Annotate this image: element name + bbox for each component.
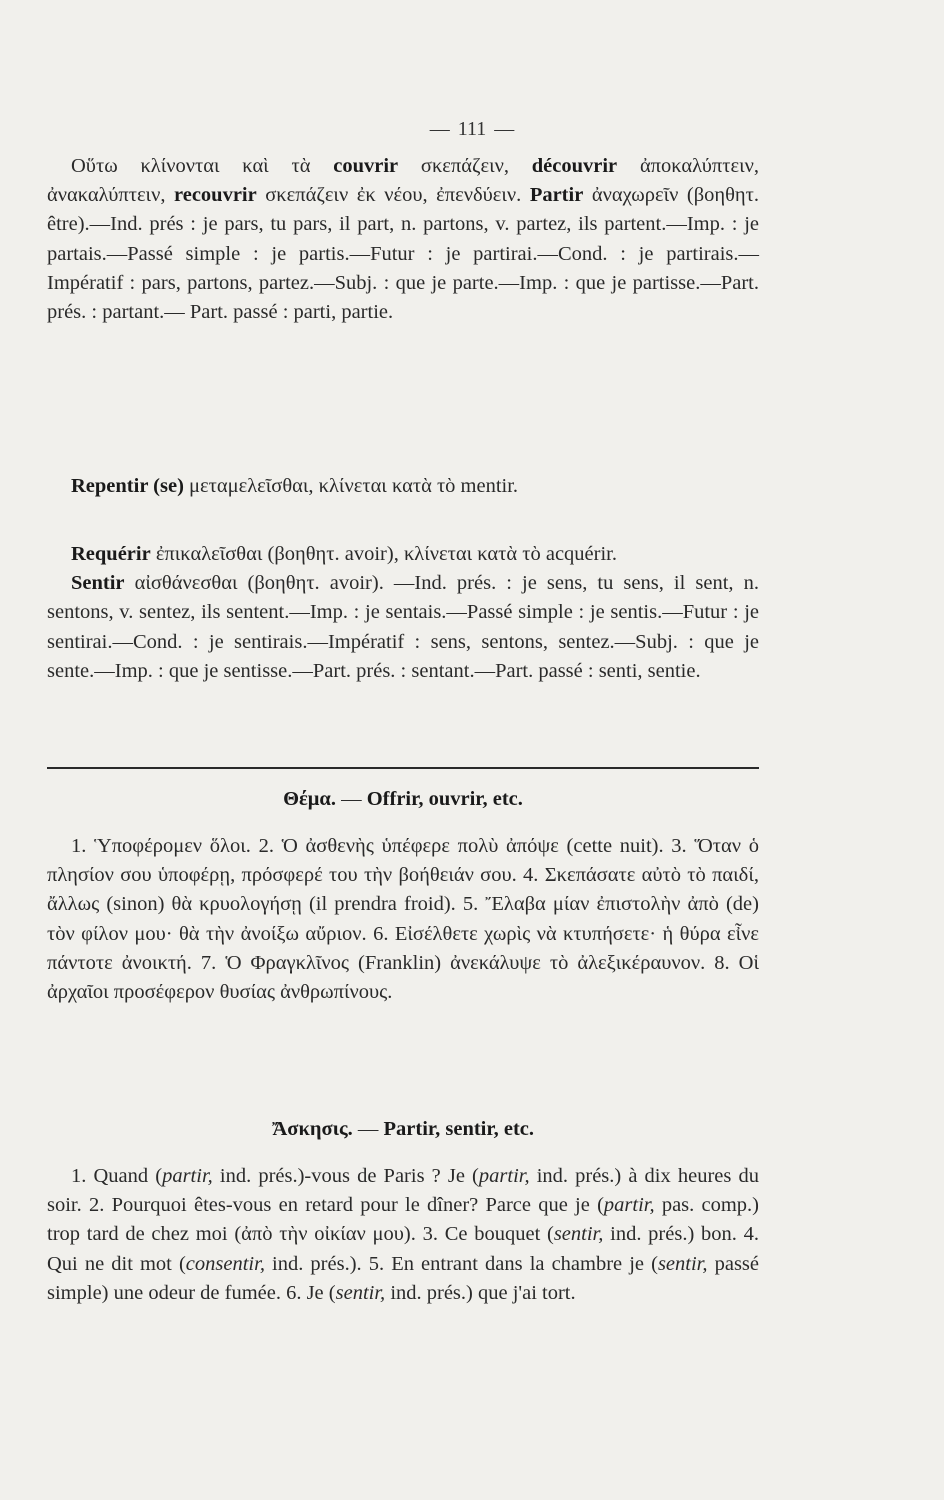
text-run: ind. prés.). 5. En entrant dans la chambre je ( <box>264 1252 658 1275</box>
verb-italic: partir, <box>162 1165 213 1187</box>
heading-label: Ἄσκησις. <box>272 1118 353 1140</box>
paragraph-askisis <box>47 1162 759 1308</box>
heading-title: Offrir, ouvrir, etc. <box>366 788 523 810</box>
text-run: ind. prés.) que j'ai tort. <box>385 1281 576 1304</box>
verb-italic: consentir, <box>185 1252 265 1275</box>
heading-label: Θέμα. <box>283 788 336 810</box>
paragraph-partir <box>47 152 759 327</box>
paragraph-thema: 1. Ὑποφέρομεν ὅλοι. 2. Ὁ ἀσθενὴς ὑπέφερε πολὺ ἀπόψε (cette nuit). 3. Ὅταν ὁ πλησίον σου ὑποφέρῃ, πρόσφερέ του τὴν βοήθειάν σου. 4. Σκεπάσατε αὐτὸ τὸ παιδί, ἄλλως (sinon) θὰ κρυολογήσῃ (il prendra froid). 5. Ἔλαβα μίαν ἐπιστολὴν ἀπὸ (de) τὸν φίλον μου· θὰ τὴν ἀνοίξω αὔριον. 6. Εἰσέλθετε χωρὶς νὰ κτυπήσετε· ἡ θύρα εἶνε πάντοτε ἀνοικτή. 7. Ὁ Φραγκλῖνος (Franklin) ἀνεκάλυψε τὸ ἀλεξικέραυνον. 8. Οἱ ἀρχαῖοι προσέφερον θυσίας ἀνθρωπίνους. <box>47 835 759 1004</box>
text-run: ind. prés.) à dix heures du soir. 2. Pourquoi êtes-vous en retard pour le dîner? Parce que je ( <box>47 1165 759 1217</box>
heading-dash: — <box>352 1118 384 1140</box>
text-run: 1. Quand ( <box>71 1165 163 1187</box>
text-run: pas. comp.) trop tard de chez moi (ἀπὸ τὴν οἰκίαν μου). 3. Ce bouquet ( <box>47 1194 759 1246</box>
heading-thema <box>47 788 759 811</box>
paragraph-sentir <box>47 569 759 686</box>
heading-dash: — <box>335 788 367 810</box>
text-run: αἰσθάνεσθαι (βοηθητ. avoir). —Ind. prés. : je sens, tu sens, il sent, n. sentons, v. sentez, ils sentent.—Imp. : je sentais.—Passé simple : je sentis.—Futur : je sentirai.—Cond. : je sentirais.—Impératif : sens, sentons, sentez.—Subj. : que je sente.—Imp. : que je sentisse.—Part. prés. : sentant.—Part. passé : senti, sentie. <box>47 572 759 682</box>
heading-askisis <box>47 1118 759 1141</box>
paragraph-requerir <box>47 540 759 569</box>
term-sentir: Sentir <box>71 572 125 595</box>
term-decouvrir: découvrir <box>531 155 618 177</box>
term-couvrir: couvrir <box>333 155 399 177</box>
text-run: ἀναχωρεῖν (βοηθητ. être).—Ind. prés : je pars, tu pars, il part, n. partons, v. partez, ils partent.—Imp. : je partais.—Passé simple : je partis.—Futur : je partirai.—Cond. : je partirais.— Impératif : pars, partons, partez.—Subj. : que je parte.—Imp. : que je partisse.—Part. prés. : partant.— Part. passé : parti, partie. <box>47 184 760 324</box>
text-run: ἐπικαλεῖσθαι (βοηθητ. avoir), κλίνεται κατὰ τὸ acquérir. <box>150 543 617 565</box>
term-partir: Partir <box>529 184 584 207</box>
verb-italic: sentir, <box>335 1281 386 1304</box>
verb-italic: sentir, <box>553 1223 604 1246</box>
text-run: σκεπάζειν ἐκ νέου, ἐπενδύειν. <box>256 184 530 207</box>
page-number <box>0 118 944 141</box>
section-divider <box>47 767 759 769</box>
verb-italic: partir, <box>603 1194 655 1217</box>
text-run: σκεπάζειν, <box>398 155 532 177</box>
paragraphs-requerir-sentir <box>47 540 759 686</box>
text-run: Οὕτω κλίνονται καὶ τὰ <box>71 155 334 177</box>
term-requerir: Requérir <box>71 543 151 565</box>
paragraph-repentir <box>47 472 759 501</box>
text-run: passé simple) une odeur de fumée. 6. Je ( <box>47 1252 760 1304</box>
term-repentir: Repentir (se) <box>71 475 184 497</box>
verb-italic: sentir, <box>657 1252 708 1275</box>
page-number-dash-right: — <box>494 118 515 140</box>
page-number-dash-left: — <box>429 118 450 140</box>
text-run: ind. prés.) bon. 4. Qui ne dit mot ( <box>47 1223 759 1275</box>
text-run: ind. prés.)-vous de Paris ? Je ( <box>212 1165 479 1187</box>
term-recouvrir: recouvrir <box>174 184 257 207</box>
text-run: μεταμελεῖσθαι, κλίνεται κατὰ τὸ mentir. <box>183 475 519 497</box>
page-number-value: 111 <box>457 118 487 140</box>
heading-title: Partir, sentir, etc. <box>383 1118 534 1140</box>
verb-italic: partir, <box>478 1165 530 1187</box>
text-run: ἀποκαλύπτειν, ἀνακαλύπτειν, <box>47 155 759 207</box>
